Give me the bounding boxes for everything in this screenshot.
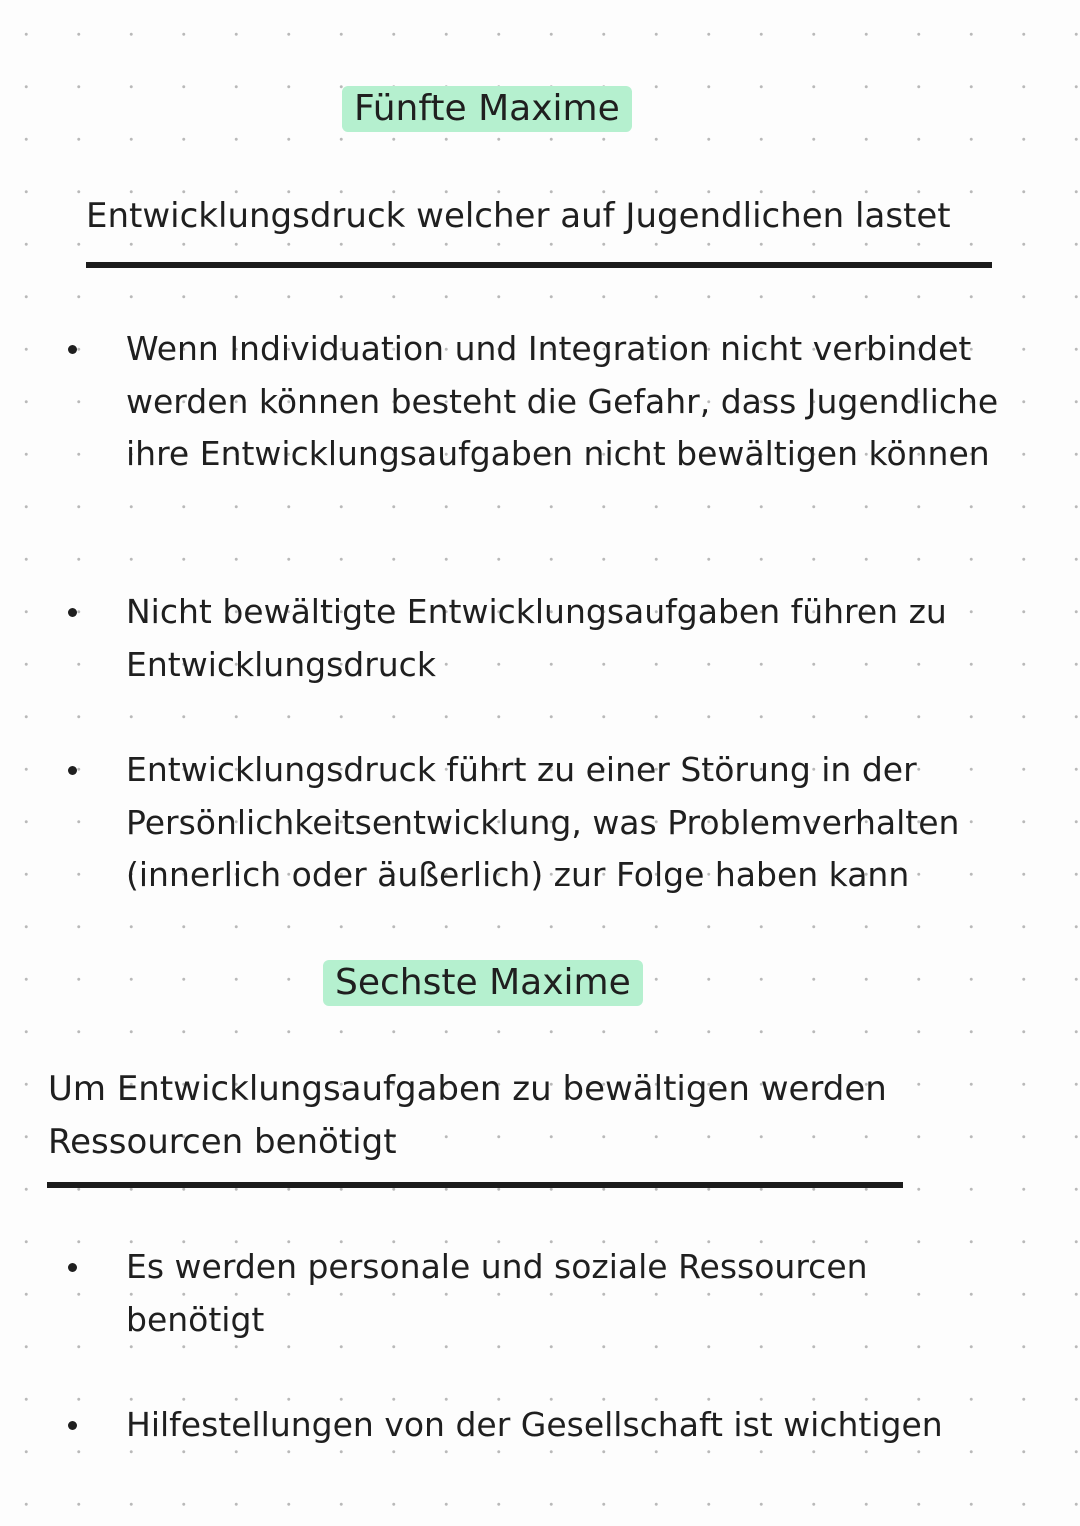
- bullet-dot-icon: [68, 1263, 77, 1272]
- bullet-dot-icon: [68, 345, 77, 354]
- section-heading-sechste-maxime: Sechste Maxime: [323, 960, 643, 1006]
- bullet-dot-icon: [68, 608, 77, 617]
- underline-divider: [47, 1182, 903, 1188]
- list-item-text: Nicht bewältigte Entwicklungsaufgaben führen zu Entwicklungsdruck: [126, 592, 947, 684]
- list-item-text: Es werden personale und soziale Ressourcen benötigt: [126, 1247, 868, 1339]
- list-item-text: Entwicklungsdruck führt zu einer Störung in der Persönlichkeitsentwicklung, was Problemverhalten (innerlich oder äußerlich) zur Folge haben kann: [126, 750, 960, 894]
- section-subtitle: Um Entwicklungsaufgaben zu bewältigen werden Ressourcen benötigt: [48, 1069, 887, 1162]
- section-heading-fuenfte-maxime: Fünfte Maxime: [342, 86, 632, 132]
- list-item-text: Hilfestellungen von der Gesellschaft ist wichtigen: [126, 1405, 943, 1444]
- list-item-text: Wenn Individuation und Integration nicht verbindet werden können besteht die Gefahr, dass Jugendliche ihre Entwicklungsaufgaben nicht bewältigen können: [126, 329, 999, 473]
- bullet-dot-icon: [68, 1421, 77, 1430]
- bullet-dot-icon: [68, 766, 77, 775]
- section-subtitle: Entwicklungsdruck welcher auf Jugendlichen lastet: [86, 196, 951, 236]
- underline-divider: [86, 262, 992, 268]
